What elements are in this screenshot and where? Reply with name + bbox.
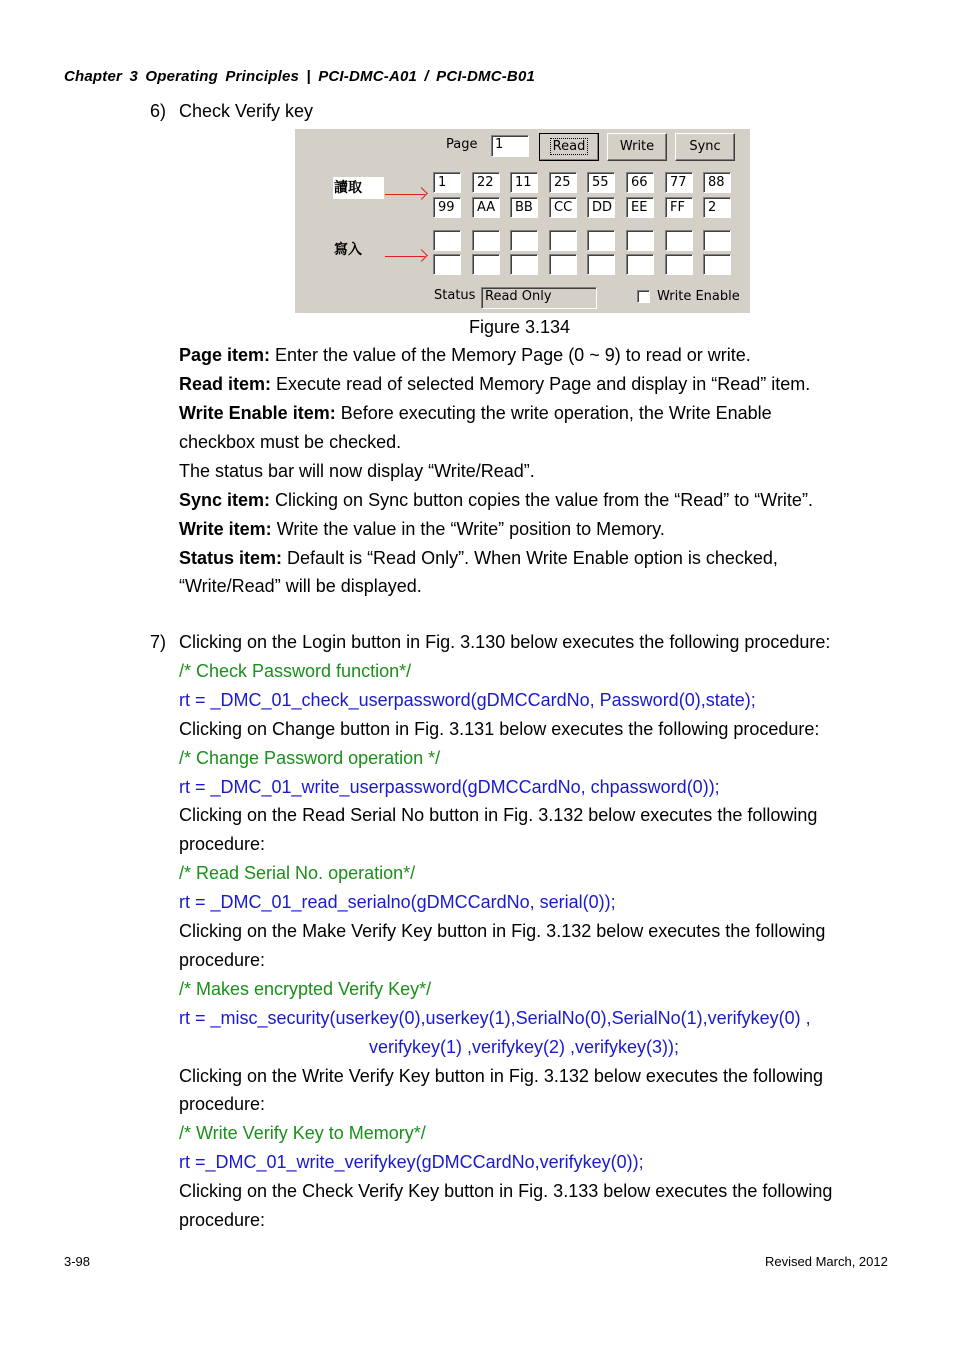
description-line [179,519,665,540]
write-button[interactable]: Write [607,133,667,161]
page-number: 3-98 [64,1254,91,1269]
status-label: Status [434,288,476,303]
code-comment: /* Write Verify Key to Memory*/ [179,1123,426,1144]
write-cell[interactable] [703,254,731,275]
write-cell[interactable] [510,230,538,251]
read-button-label: Read [550,138,589,155]
read-arrow-icon [385,194,425,195]
write-cell[interactable] [433,230,461,251]
item-term: Sync item: [179,490,271,510]
read-cell[interactable]: 22 [472,172,500,193]
write-cell[interactable] [703,230,731,251]
body-text: procedure: [179,834,266,855]
item-term: Write item: [179,519,272,539]
body-text: Clicking on the Read Serial No button in Fig. 3.132 below executes the following [179,805,818,826]
item-text: The status bar will now display “Write/Read”. [179,461,535,481]
code-comment: /* Makes encrypted Verify Key*/ [179,978,432,999]
code-line: rt = _DMC_01_write_userpassword(gDMCCardNo, chpassword(0)); [179,776,720,797]
revision-date: Revised March, 2012 [765,1254,888,1269]
item-text: Execute read of selected Memory Page and display in “Read” item. [271,374,811,394]
code-line: rt = _DMC_01_read_serialno(gDMCCardNo, serial(0)); [179,892,616,913]
read-cell[interactable]: 1 [433,172,461,193]
write-cell[interactable] [549,230,577,251]
read-cell[interactable]: 77 [665,172,693,193]
page-input[interactable]: 1 [491,135,529,157]
write-cell[interactable] [510,254,538,275]
read-cell[interactable]: BB [510,197,538,218]
read-button[interactable] [539,133,599,161]
write-enable-checkbox[interactable] [637,290,650,303]
item-term: Write Enable item: [179,403,336,423]
item-text: Default is “Read Only”. When Write Enable option is checked, [282,548,778,568]
item-text: Write the value in the “Write” position to Memory. [271,519,665,539]
body-text: procedure: [179,1094,266,1115]
description-line [179,345,751,366]
item-term: Page item: [179,345,271,365]
description-line [179,461,535,482]
description-line [179,374,810,395]
read-cell[interactable]: AA [472,197,500,218]
read-cell[interactable]: DD [587,197,615,218]
section-6-title: Check Verify key [179,101,314,121]
code-line: rt =_DMC_01_write_verifykey(gDMCCardNo,verifykey(0)); [179,1152,644,1173]
item-text: “Write/Read” will be displayed. [179,576,422,596]
write-cell[interactable] [472,254,500,275]
body-text: Clicking on the Login button in Fig. 3.130 below executes the following procedure: [179,632,831,652]
write-cell[interactable] [587,254,615,275]
body-text: Clicking on the Check Verify Key button in Fig. 3.133 below executes the following [179,1181,833,1202]
write-arrow-icon [385,256,425,257]
body-text: Clicking on the Make Verify Key button in Fig. 3.132 below executes the following [179,921,826,941]
read-cell[interactable]: CC [549,197,577,218]
body-text: Clicking on the Write Verify Key button in Fig. 3.132 below executes the following [179,1065,824,1086]
read-tag: 讀取 [333,177,384,199]
item-text: checkbox must be checked. [179,432,402,452]
verify-key-dialog [295,129,750,313]
code-line: verifykey(1) ,verifykey(2) ,verifykey(3)); [369,1036,680,1057]
body-text: Clicking on Change button in Fig. 3.131 below executes the following procedure: [179,718,820,739]
description-line [179,548,778,569]
read-cell[interactable]: 11 [510,172,538,193]
item-term: Read item: [179,374,272,394]
read-cell[interactable]: 66 [626,172,654,193]
code-line: rt = _DMC_01_check_userpassword(gDMCCardNo, Password(0),state); [179,689,756,710]
read-cell[interactable]: 25 [549,172,577,193]
code-line: rt = _misc_security(userkey(0),userkey(1),SerialNo(0),SerialNo(1),verifykey(0) , [179,1007,811,1028]
write-enable-label: Write Enable [657,289,740,304]
item-term: Status item: [179,548,283,568]
read-cell[interactable]: 99 [433,197,461,218]
write-cell[interactable] [587,230,615,251]
page-header: Chapter 3 Operating Principles | PCI-DMC-A01 / PCI-DMC-B01 [64,68,536,85]
write-cell[interactable] [433,254,461,275]
read-cell[interactable]: 88 [703,172,731,193]
item-text: Before executing the write operation, the Write Enable [335,403,772,423]
figure-caption: Figure 3.134 [469,317,571,337]
code-comment: /* Read Serial No. operation*/ [179,863,416,884]
status-field: Read Only [481,287,597,309]
write-cell[interactable] [665,230,693,251]
code-comment: /* Change Password operation */ [179,747,441,768]
read-cell[interactable]: 55 [587,172,615,193]
item-text: Enter the value of the Memory Page (0 ~ 9) to read or write. [270,345,751,365]
read-cell[interactable]: FF [665,197,693,218]
description-line [179,432,401,453]
read-cell[interactable]: 2 [703,197,731,218]
section-6-number: 6) [150,101,167,121]
write-cell[interactable] [626,230,654,251]
write-cell[interactable] [665,254,693,275]
write-cell[interactable] [626,254,654,275]
read-cell[interactable]: EE [626,197,654,218]
body-text: procedure: [179,1210,266,1230]
write-cell[interactable] [472,230,500,251]
page-label: Page [446,137,478,152]
description-line [179,490,813,511]
code-comment: /* Check Password function*/ [179,660,412,681]
sync-button[interactable]: Sync [675,133,735,161]
write-tag: 寫入 [334,242,362,258]
write-cell[interactable] [549,254,577,275]
item-text: Clicking on Sync button copies the value from the “Read” to “Write”. [270,490,813,510]
body-text: procedure: [179,949,266,970]
description-line [179,403,772,424]
section-7-number: 7) [150,632,167,652]
description-line [179,576,422,597]
